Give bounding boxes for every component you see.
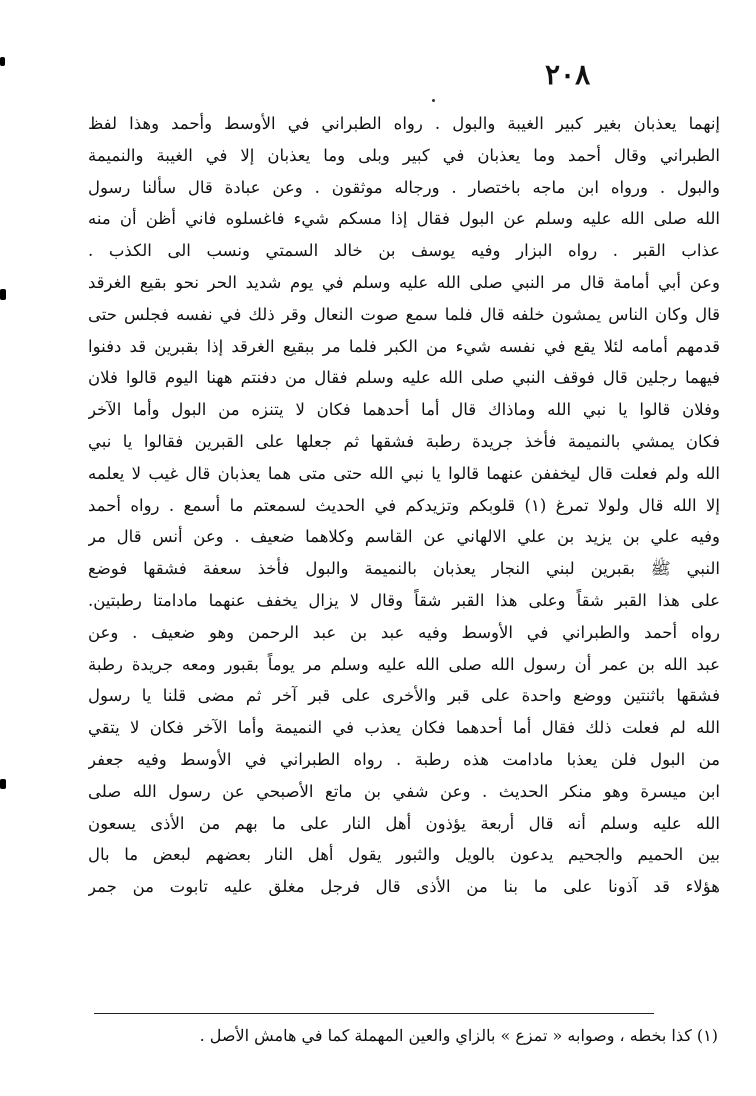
text-line: هؤلاء قد آذونا على ما بنا من الأذى قال فرجل مغلق عليه تابوت من جمر (88, 877, 720, 897)
text-line: بين الحميم والجحيم يدعون بالويل والثبور يقول أهل النار بعضهم لبعض ما بال (88, 845, 720, 865)
body-text (88, 108, 720, 903)
text-line: إنهما يعذبان بغير كبير الغيبة والبول . رواه الطبراني في الأوسط وأحمد وهذا لفظ (88, 114, 720, 133)
text-line: قدمهم أمامه لئلا يقع في نفسه شيء من الكبر فلما مر ببقيع الغرقد إذا بقبرين قد دفنوا (88, 336, 720, 356)
text-line: على هذا القبر شقاً وعلى هذا القبر شقاً وقال لا يزال يخفف عنهما مادامتا رطبتين. (88, 590, 720, 610)
text-line: إلا الله قال ولولا تمرغ (١) قلوبكم وتزيدكم في الحديث لسمعتم ما أسمع . رواه أحمد (88, 495, 720, 515)
footnote-divider (94, 1013, 654, 1014)
text-line: رواه أحمد والطبراني في الأوسط وفيه عبد بن عبد الرحمن وهو ضعيف . وعن (88, 622, 720, 642)
page-number: ٢٠٨ (545, 58, 591, 91)
footnote: (١) كذا بخطه ، وصوابه « تمزع » بالزاي والعين المهملة كما في هامش الأصل . (199, 1026, 718, 1045)
text-line: والبول . ورواه ابن ماجه باختصار . ورجاله موثقون . وعن عبادة قال سألنا رسول (88, 177, 720, 197)
ink-speck (432, 99, 435, 102)
text-line: قال وكان الناس يمشون خلفه قال فلما سمع صوت النعال وقر ذلك في نفسه فجلس حتى (88, 304, 720, 324)
text-line: ابن ميسرة وهو منكر الحديث . وعن شفي بن ماتع الأصبحي عن رسول الله صلى (88, 781, 720, 801)
text-line: الله لم فعلت ذلك فقال أما أحدهما فكان يعذب في النميمة وأما الآخر فكان لا يتقي (88, 718, 720, 738)
text-line: الله صلى الله عليه وسلم عن البول فقال إذا مسكم شيء فاغسلوه فاني أظن أن منه (88, 209, 720, 229)
text-line: فشقها باثنتين ووضع واحدة على قبر والأخرى على قبر آخر ثم مضى قلنا يا رسول (88, 686, 720, 706)
binding-mark (0, 289, 6, 300)
binding-mark (0, 779, 6, 789)
text-line: عذاب القبر . رواه البزار وفيه يوسف بن خالد السمتي ونسب الى الكذب . (88, 241, 720, 261)
text-line: فيهما رجلين قال فوقف النبي صلى الله عليه وسلم فقال من دفنتم ههنا اليوم قالوا فلان (88, 368, 720, 388)
text-line: وفلان قالوا يا نبي الله وماذاك قال أما أحدهما فكان لا يتنزه من البول وأما الآخر (88, 400, 720, 420)
text-line: من البول فلن يعذبا مادامت هذه رطبة . رواه الطبراني في الأوسط وفيه جعفر (88, 749, 720, 769)
text-line: وعن أبي أمامة قال مر النبي صلى الله عليه وسلم في يوم شديد الحر نحو بقيع الغرقد (88, 272, 720, 292)
text-line: النبي ﷺ بقبرين لبني النجار يعذبان بالنميمة والبول فأخذ سعفة فشقها فوضع (88, 559, 720, 579)
text-line: الله عليه وسلم أنه قال أربعة يؤذون أهل النار على ما بهم من الأذى يسعون (88, 813, 720, 833)
text-line: عبد الله بن عمر أن رسول الله صلى الله عليه وسلم مر يوماً بقبور ومعه جريدة رطبة (88, 654, 720, 674)
text-line: الله ولم فعلت قال ليخففن عنهما قالوا يا نبي الله حتى متى هما يعذبان قال غيب لا يعلمه (88, 463, 720, 483)
binding-mark (0, 57, 5, 66)
text-line: فكان يمشي بالنميمة فأخذ جريدة رطبة فشقها ثم جعلها على القبرين فقالوا يا نبي (88, 431, 720, 451)
text-line: وفيه علي بن يزيد بن علي الالهاني عن القاسم وكلاهما ضعيف . وعن أنس قال مر (88, 527, 720, 547)
text-line: الطبراني وقال أحمد وما يعذبان في كبير وبلى وما يعذبان إلا في الغيبة والنميمة (88, 145, 720, 165)
